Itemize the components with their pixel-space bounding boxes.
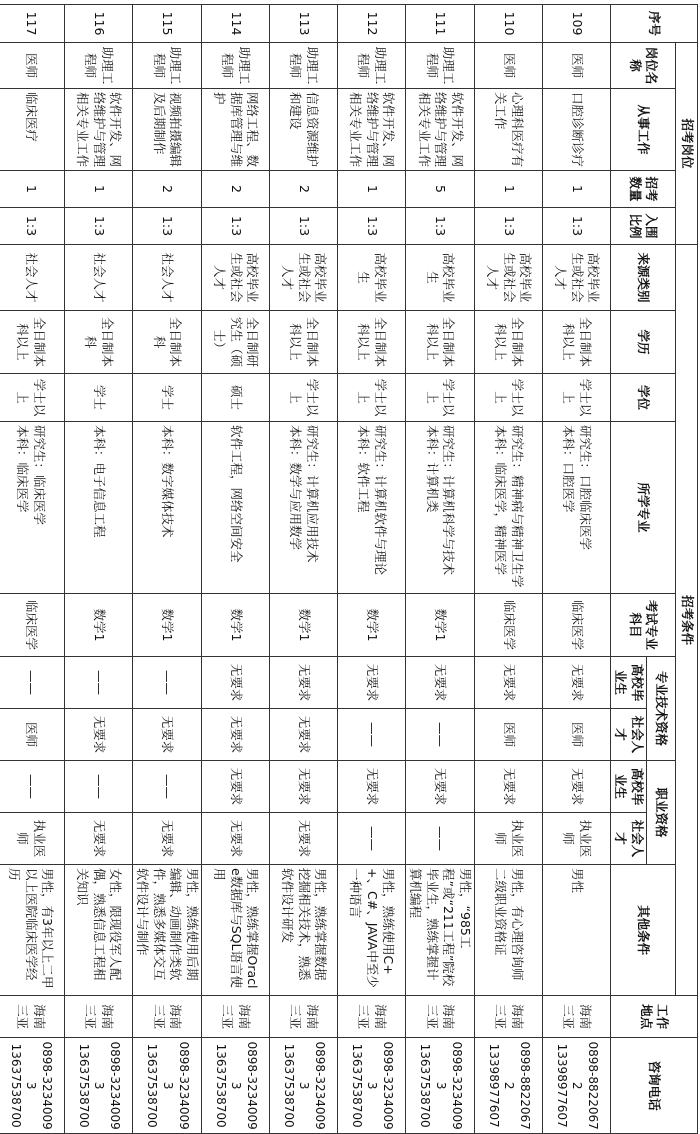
cell-exam: 临床医学	[543, 594, 611, 657]
header-degree: 学位	[611, 374, 676, 422]
cell-major: 研究生：临床医学 本科：临床医学	[0, 422, 65, 594]
cell-other: 男性，有3年以上二甲以上医院临床医学经历	[0, 865, 65, 996]
cell-prof-grad: 无要求	[406, 657, 475, 709]
cell-occ-grad: 无要求	[475, 761, 543, 813]
header-source: 来源类别	[611, 245, 676, 311]
cell-exam: 临床医学	[0, 594, 65, 657]
cell-source: 社会人才	[65, 245, 133, 311]
cell-work: 临床医疗	[0, 89, 65, 171]
cell-phone: 0898-32340093 13637538700	[406, 1038, 475, 1134]
cell-post-name: 医师	[475, 43, 543, 89]
cell-major: 研究生：口腔临床医学 本科：口腔医学	[543, 422, 611, 594]
cell-major: 研究生：计算机软件与理论 本科：软件工程	[338, 422, 406, 594]
cell-degree: 学士以上	[475, 374, 543, 422]
cell-work: 软件开发、网络维护与管理相关专业工作	[65, 89, 133, 171]
cell-source: 高校毕业生	[406, 245, 475, 311]
cell-occ-social: 执业医师	[0, 813, 65, 865]
cell-prof-grad: ——	[65, 657, 133, 709]
cell-ratio: 1:3	[406, 208, 475, 245]
header-occ-social: 社会人才	[611, 813, 647, 865]
header-post-name: 岗位名称	[611, 43, 676, 89]
cell-education: 全日制本科以上	[270, 311, 338, 374]
cell-phone: 0898-32340093 13637538700	[202, 1038, 270, 1134]
cell-exam: 数学1	[65, 594, 133, 657]
cell-degree: 学士以上	[543, 374, 611, 422]
cell-source: 高校毕业生或社会人才	[543, 245, 611, 311]
cell-degree: 学士以上	[270, 374, 338, 422]
cell-occ-grad: ——	[0, 761, 65, 813]
cell-degree: 学士以上	[338, 374, 406, 422]
cell-exam: 数学1	[133, 594, 202, 657]
cell-degree: 学士	[65, 374, 133, 422]
cell-phone: 0898-32340093 13637538700	[338, 1038, 406, 1134]
cell-education: 全日制本科	[133, 311, 202, 374]
cell-occ-social: ——	[406, 813, 475, 865]
cell-ratio: 1:3	[65, 208, 133, 245]
cell-no: 111	[406, 5, 475, 43]
table-row	[0, 5, 65, 1134]
cell-major: 研究生：精神病与精神卫生学 本科：临床医学，精神医学	[475, 422, 543, 594]
group-posts: 招考岗位	[676, 43, 698, 245]
cell-post-name: 医师	[543, 43, 611, 89]
cell-work: 心理科医疗有关工作	[475, 89, 543, 171]
cell-major: 软件工程，网络空间安全	[202, 422, 270, 594]
cell-prof-grad: 无要求	[202, 657, 270, 709]
cell-post-name: 助理工程师	[338, 43, 406, 89]
cell-count: 1	[543, 171, 611, 208]
cell-other: 男性，熟练使用后期编辑、动画制作类软件，熟悉多媒体交互软件设计与制作	[133, 865, 202, 996]
header-other: 其他条件	[611, 865, 676, 996]
table-row	[133, 5, 202, 1134]
header-count: 招考数量	[611, 171, 676, 208]
cell-prof-social: 无要求	[270, 709, 338, 761]
cell-major: 本科：电子信息工程	[65, 422, 133, 594]
cell-ratio: 1:3	[270, 208, 338, 245]
cell-location: 海南三亚	[543, 996, 611, 1038]
header-phone: 咨询电话	[611, 1038, 698, 1134]
cell-exam: 临床医学	[475, 594, 543, 657]
cell-education: 全日制本科以上	[475, 311, 543, 374]
cell-occ-social: 无要求	[270, 813, 338, 865]
cell-prof-grad: ——	[0, 657, 65, 709]
header-no: 序号	[611, 5, 698, 43]
cell-work: 口腔诊断诊疗	[543, 89, 611, 171]
cell-prof-social: 无要求	[133, 709, 202, 761]
cell-source: 高校毕业生	[338, 245, 406, 311]
cell-prof-social: 医师	[475, 709, 543, 761]
cell-other: 男性，熟练使用C++、C#、JAVA中至少一种语言	[338, 865, 406, 996]
cell-location: 海南三亚	[65, 996, 133, 1038]
cell-no: 114	[202, 5, 270, 43]
cell-occ-social: 无要求	[202, 813, 270, 865]
cell-occ-social: 无要求	[65, 813, 133, 865]
cell-no: 113	[270, 5, 338, 43]
header-prof-social: 社会人才	[611, 709, 647, 761]
cell-post-name: 助理工程师	[133, 43, 202, 89]
table-row	[338, 5, 406, 1134]
cell-major: 研究生：计算机科学与技术 本科：计算机类	[406, 422, 475, 594]
cell-education: 全日制研究生（硕士）	[202, 311, 270, 374]
cell-education: 全日制本科以上	[338, 311, 406, 374]
cell-prof-grad: 无要求	[338, 657, 406, 709]
cell-prof-grad: ——	[133, 657, 202, 709]
cell-no: 110	[475, 5, 543, 43]
cell-prof-social: 医师	[543, 709, 611, 761]
cell-exam: 数学1	[270, 594, 338, 657]
cell-post-name: 助理工程师	[202, 43, 270, 89]
cell-degree: 学士以上	[406, 374, 475, 422]
cell-occ-social: 无要求	[133, 813, 202, 865]
cell-no: 109	[543, 5, 611, 43]
cell-count: 2	[270, 171, 338, 208]
cell-other: 女性，限现役军人配偶，熟悉信息工程相关知识	[65, 865, 133, 996]
cell-work: 网络工程、数据库管理与维护	[202, 89, 270, 171]
cell-other: 男性	[543, 865, 611, 996]
cell-location: 海南三亚	[338, 996, 406, 1038]
cell-major: 研究生：计算机应用技术 本科：数学与应用数学	[270, 422, 338, 594]
cell-exam: 数学1	[202, 594, 270, 657]
recruitment-table	[0, 4, 698, 1134]
cell-occ-grad: ——	[133, 761, 202, 813]
table-row	[406, 5, 475, 1134]
cell-degree: 学士以上	[0, 374, 65, 422]
table-row	[475, 5, 543, 1134]
header-major: 所学专业	[611, 422, 676, 594]
cell-source: 高校毕业生或社会人才	[475, 245, 543, 311]
cell-no: 117	[0, 5, 65, 43]
cell-count: 2	[133, 171, 202, 208]
cell-prof-grad: 无要求	[270, 657, 338, 709]
cell-prof-social: 医师	[0, 709, 65, 761]
header-work: 从事工作	[611, 89, 676, 171]
cell-education: 全日制本科以上	[0, 311, 65, 374]
cell-occ-grad: ——	[65, 761, 133, 813]
cell-no: 116	[65, 5, 133, 43]
cell-source: 高校毕业生或社会人才	[270, 245, 338, 311]
cell-work: 视频拍摄编辑及后期制作	[133, 89, 202, 171]
cell-location: 海南三亚	[406, 996, 475, 1038]
cell-phone: 0898-32340093 13637538700	[133, 1038, 202, 1134]
cell-phone: 0898-88220672 13398977607	[543, 1038, 611, 1134]
cell-major: 本科：数字媒体技术	[133, 422, 202, 594]
cell-ratio: 1:3	[0, 208, 65, 245]
table-row	[543, 5, 611, 1134]
cell-occ-social: ——	[338, 813, 406, 865]
cell-education: 全日制本科以上	[406, 311, 475, 374]
cell-prof-social: ——	[406, 709, 475, 761]
cell-prof-social: 无要求	[65, 709, 133, 761]
cell-other: 男性，熟练掌握Oracle数据库与SQL语言使用	[202, 865, 270, 996]
cell-location: 海南三亚	[270, 996, 338, 1038]
table-row	[65, 5, 133, 1134]
cell-prof-social: ——	[338, 709, 406, 761]
cell-other: 男性，熟练掌握数据挖掘相关技术，熟悉软件设计研发	[270, 865, 338, 996]
cell-source: 高校毕业生或社会人才	[202, 245, 270, 311]
cell-occ-social: 执业医师	[475, 813, 543, 865]
cell-degree: 硕士	[202, 374, 270, 422]
cell-phone: 0898-32340093 13637538700	[270, 1038, 338, 1134]
cell-post-name: 助理工程师	[270, 43, 338, 89]
cell-education: 全日制本科以上	[543, 311, 611, 374]
cell-work: 软件开发、网络维护与管理相关专业工作	[338, 89, 406, 171]
cell-occ-grad: 无要求	[543, 761, 611, 813]
header-education: 学历	[611, 311, 676, 374]
cell-ratio: 1:3	[475, 208, 543, 245]
cell-ratio: 1:3	[338, 208, 406, 245]
cell-post-name: 医师	[0, 43, 65, 89]
cell-occ-grad: 无要求	[338, 761, 406, 813]
cell-source: 社会人才	[0, 245, 65, 311]
cell-count: 1	[475, 171, 543, 208]
cell-ratio: 1:3	[543, 208, 611, 245]
cell-degree: 学士	[133, 374, 202, 422]
cell-work: 信息资源维护和建设	[270, 89, 338, 171]
cell-location: 海南三亚	[202, 996, 270, 1038]
cell-post-name: 助理工程师	[406, 43, 475, 89]
header-prof-grad: 高校毕业生	[611, 657, 647, 709]
header-prof-qual: 专业技术资格	[647, 657, 676, 761]
table-row	[270, 5, 338, 1134]
cell-location: 海南三亚	[0, 996, 65, 1038]
group-conditions: 招考条件	[676, 245, 698, 996]
cell-education: 全日制本科	[65, 311, 133, 374]
cell-phone: 0898-88220672 13398977607	[475, 1038, 543, 1134]
header-occ-qual: 职业资格	[647, 761, 676, 865]
cell-exam: 数学1	[338, 594, 406, 657]
cell-ratio: 1:3	[133, 208, 202, 245]
cell-count: 5	[406, 171, 475, 208]
cell-count: 1	[0, 171, 65, 208]
cell-occ-social: 执业医师	[543, 813, 611, 865]
cell-location: 海南三亚	[475, 996, 543, 1038]
header-occ-grad: 高校毕业生	[611, 761, 647, 813]
cell-exam: 数学1	[406, 594, 475, 657]
cell-ratio: 1:3	[202, 208, 270, 245]
cell-post-name: 助理工程师	[65, 43, 133, 89]
cell-occ-grad: 无要求	[406, 761, 475, 813]
header-ratio: 入围比例	[611, 208, 676, 245]
cell-other: 男性，有心理咨询师二级职业资格证	[475, 865, 543, 996]
cell-location: 海南三亚	[133, 996, 202, 1038]
cell-other: 男性，“985工程”或“211工程”院校毕业生，熟练掌握计算机编程	[406, 865, 475, 996]
header-location: 工作地点	[611, 996, 698, 1038]
header-exam: 考试专业科目	[611, 594, 676, 657]
cell-count: 1	[65, 171, 133, 208]
cell-phone: 0898-32340093 13637538700	[65, 1038, 133, 1134]
cell-prof-grad: 无要求	[475, 657, 543, 709]
cell-prof-social: 无要求	[202, 709, 270, 761]
cell-no: 115	[133, 5, 202, 43]
cell-phone: 0898-32340093 13637538700	[0, 1038, 65, 1134]
cell-source: 社会人才	[133, 245, 202, 311]
cell-occ-grad: 无要求	[270, 761, 338, 813]
table-row	[202, 5, 270, 1134]
cell-count: 1	[338, 171, 406, 208]
cell-work: 软件开发、网络维护与管理相关专业工作	[406, 89, 475, 171]
cell-count: 2	[202, 171, 270, 208]
cell-no: 112	[338, 5, 406, 43]
cell-occ-grad: 无要求	[202, 761, 270, 813]
cell-prof-grad: 无要求	[543, 657, 611, 709]
